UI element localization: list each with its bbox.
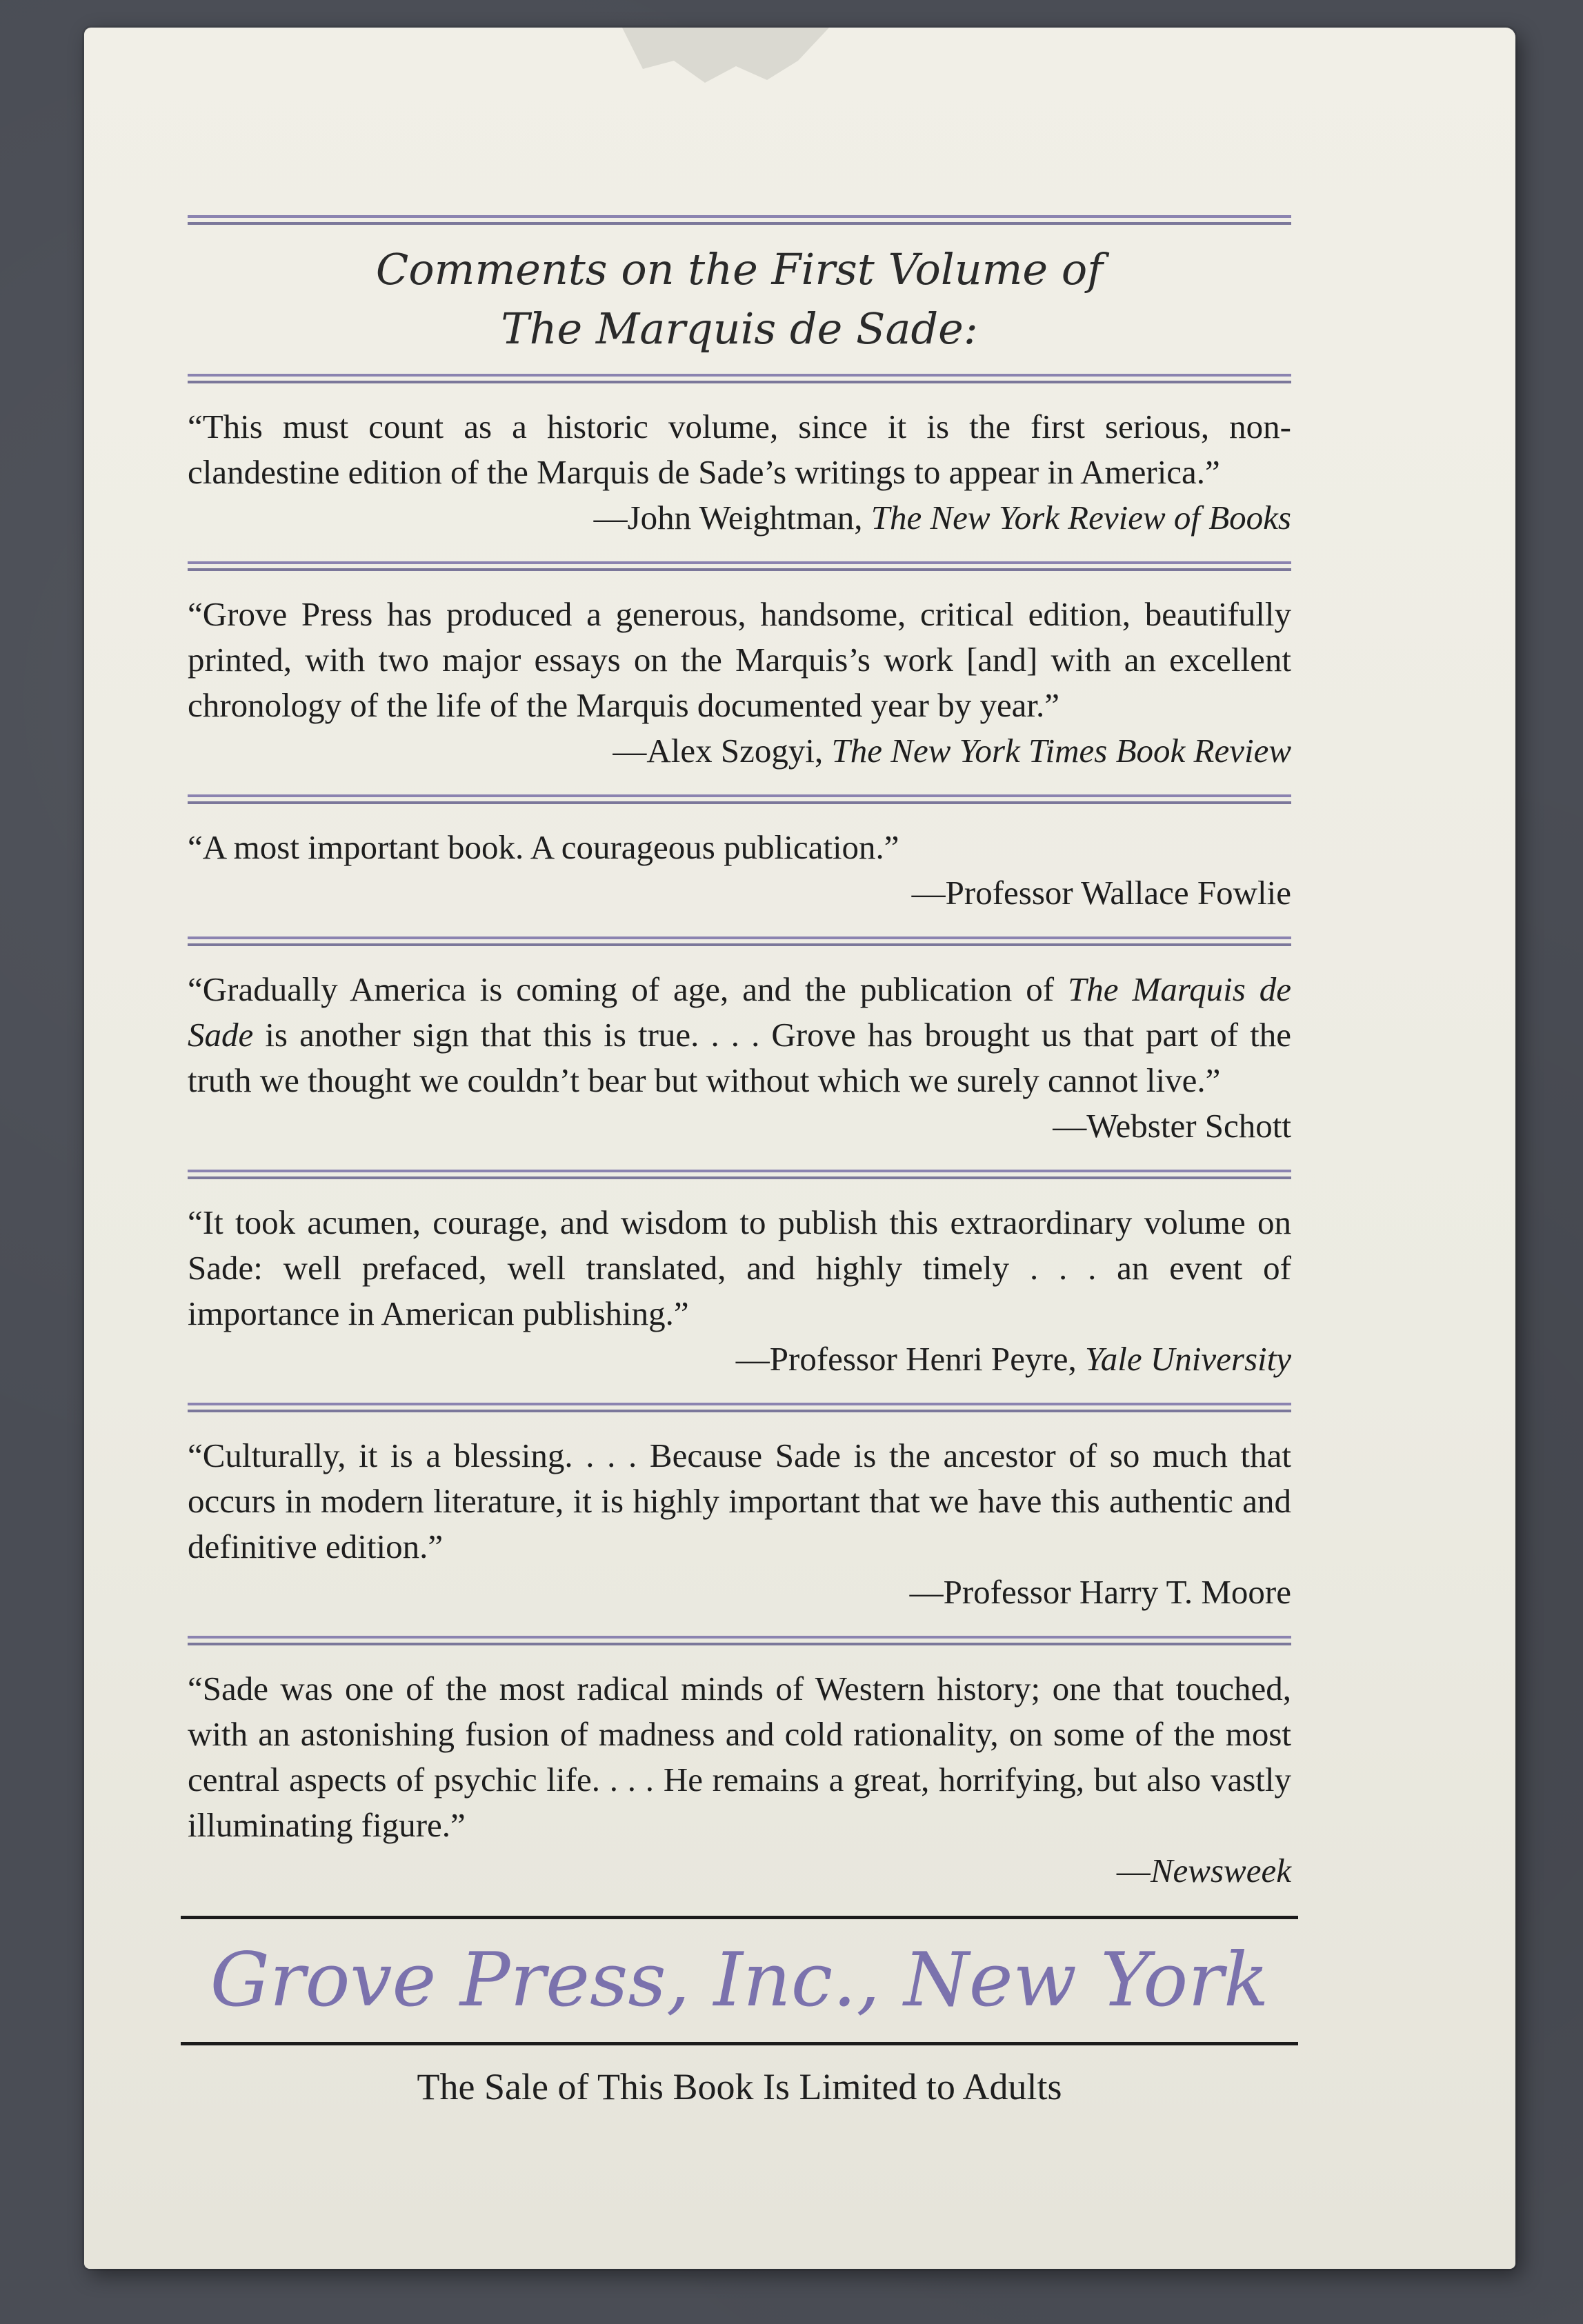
quote-text: “It took acumen, courage, and wisdom to publish this extraordinary volume on Sade: well prefaced, well translated, and highly timely . . . an event of importance in American publishing.” [188, 1203, 1291, 1332]
quote-text [188, 967, 1291, 1103]
quote-text: “Sade was one of the most radical minds of Western history; one that touched, with an astonishing fusion of madness and cold rationality, on some of the most central aspects of psychic life. . . . He remains a great, horrifying, but also vastly illuminating figure.” [188, 1670, 1291, 1844]
quote-book-title: The Marquis de Sade [188, 970, 1292, 1054]
divider-rule [188, 215, 1291, 225]
quote-attribution [188, 870, 1291, 916]
divider-rule [188, 794, 1291, 804]
adults-only-notice: The Sale of This Book Is Limited to Adults [417, 2066, 1062, 2107]
review-quote [188, 586, 1291, 779]
heading-line-1: Comments on the First Volume of [375, 244, 1104, 294]
divider-rule [188, 374, 1291, 383]
torn-edge [622, 28, 829, 83]
quote-author: — [1116, 1852, 1151, 1890]
divider-rule [188, 936, 1291, 946]
divider-rule [188, 561, 1291, 571]
quote-text: “Culturally, it is a blessing. . . . Because Sade is the ancestor of so much that occurs in modern literature, it is highly important that we have this authentic and definitive edition.” [188, 1436, 1291, 1565]
review-quote [188, 1661, 1291, 1899]
review-quote [188, 399, 1291, 546]
review-quote [188, 1194, 1291, 1388]
quote-attribution [188, 495, 1291, 541]
quote-attribution [188, 1848, 1291, 1894]
quote-author: —Professor Wallace Fowlie [911, 874, 1291, 912]
quote-attribution [188, 1570, 1291, 1615]
heading-line-2: The Marquis de Sade: [501, 303, 978, 354]
quote-source: The New York Times Book Review [831, 732, 1291, 770]
quote-author: —Alex Szogyi, [613, 732, 824, 770]
divider-rule [188, 1170, 1291, 1179]
quote-text: “A most important book. A courageous publication.” [188, 828, 899, 866]
quote-source: The New York Review of Books [870, 499, 1291, 537]
quote-author: —Professor Harry T. Moore [909, 1573, 1291, 1611]
publisher-name: Grove Press, Inc., New York [210, 1937, 1269, 2023]
quote-text: “Grove Press has produced a generous, handsome, critical edition, beautifully printed, with two major essays on the Marquis’s work [and] with an excellent chronology of the life of the Marquis documented year by year.” [188, 595, 1291, 724]
quote-text: “This must count as a historic volume, since it is the first serious, non-clandestine edition of the Marquis de Sade’s writings to appear in America.” [188, 408, 1291, 491]
review-quote [188, 961, 1291, 1154]
quote-author: —Webster Schott [1053, 1107, 1291, 1145]
quote-attribution [188, 1336, 1291, 1382]
review-quote [188, 819, 1291, 921]
quote-author: —John Weightman, [593, 499, 863, 537]
comments-heading [188, 240, 1291, 359]
quote-source: Yale University [1085, 1340, 1291, 1378]
publisher-rule-bottom [181, 2042, 1298, 2045]
quote-attribution [188, 1103, 1291, 1149]
publisher-rule-top [181, 1916, 1298, 1919]
jacket-content [188, 200, 1291, 2112]
review-quote [188, 1428, 1291, 1621]
quote-source: Newsweek [1150, 1852, 1291, 1890]
quote-text-post: is another sign that this is true. . . . Grove has brought us that part of the truth we thought we couldn’t bear but without which we surely cannot live.” [188, 1016, 1291, 1099]
quote-author: —Professor Henri Peyre, [735, 1340, 1077, 1378]
divider-rule [188, 1403, 1291, 1412]
book-jacket-back [84, 28, 1515, 2269]
quote-text-pre: “Gradually America is coming of age, and the publication of [188, 970, 1068, 1008]
divider-rule [188, 1636, 1291, 1645]
quote-attribution [188, 728, 1291, 774]
